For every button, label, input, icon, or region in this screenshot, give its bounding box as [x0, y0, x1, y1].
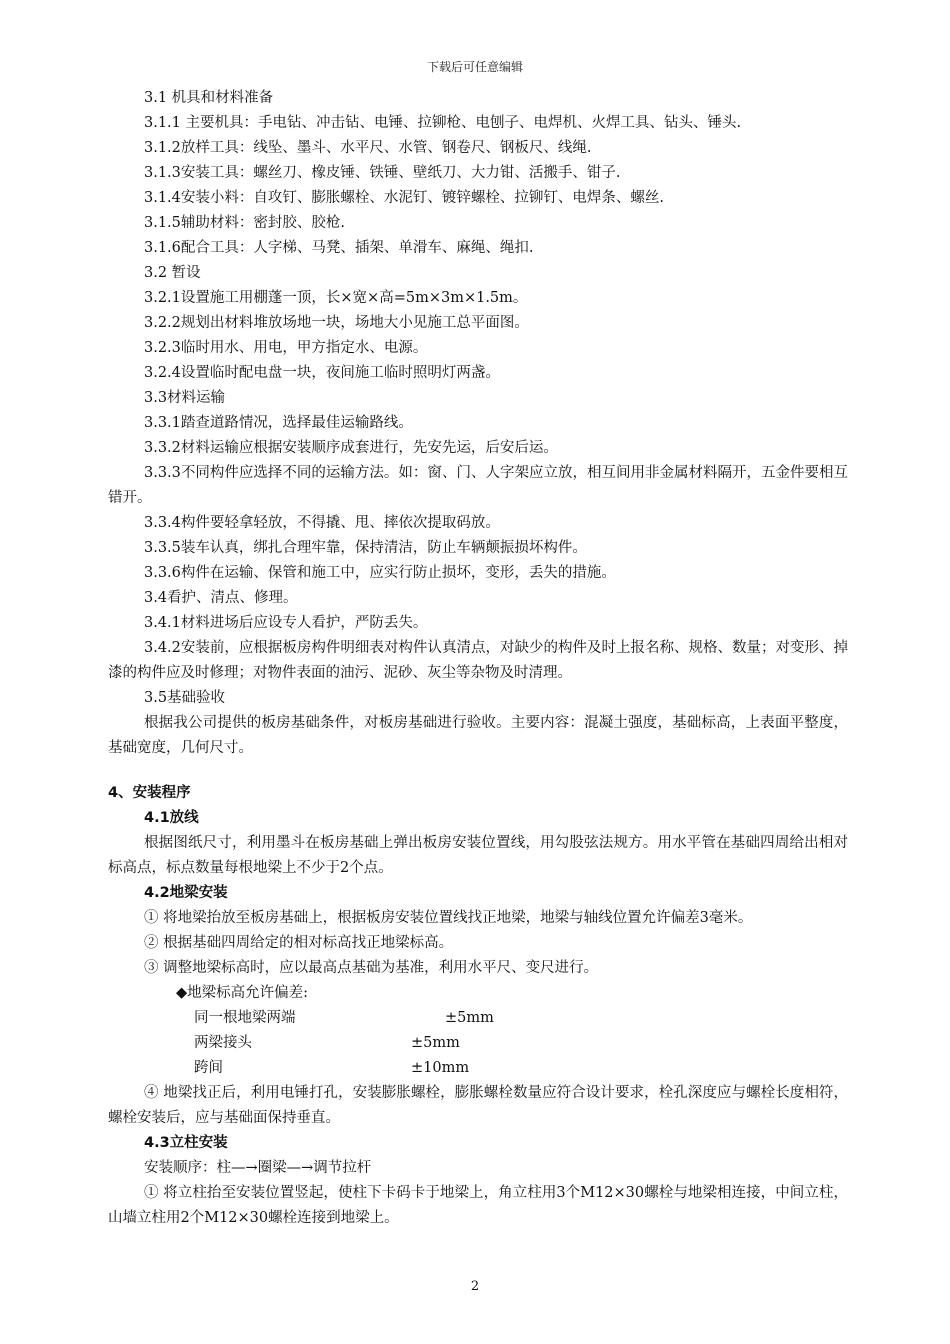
tolerance-row	[108, 1031, 848, 1056]
paragraph: 3.1.2放样工具：线坠、墨斗、水平尺、水管、钢卷尺、钢板尺、线绳.	[144, 140, 592, 156]
paragraph: 3.3.4构件要轻拿轻放，不得撬、甩、摔依次提取码放。	[144, 515, 500, 531]
paragraph: 根据图纸尺寸，利用墨斗在板房基础上弹出板房安装位置线，用勾股弦法规方。用水平管在基础四周给出相对标高点，标点数量每根地梁上不少于2个点。	[108, 835, 848, 876]
paragraph: 3.1.1 主要机具：手电钻、冲击钻、电锤、拉铆枪、电刨子、电焊机、火焊工具、钻头、锤头.	[144, 115, 742, 131]
spacer	[108, 761, 848, 781]
tolerance-value: ±5mm	[411, 1035, 460, 1051]
paragraph: 3.1.6配合工具：人字梯、马凳、插架、单滑车、麻绳、绳扣.	[144, 240, 534, 256]
tolerance-title: ◆地梁标高允许偏差:	[176, 985, 309, 1001]
paragraph: 3.3.1踏查道路情况，选择最佳运输路线。	[144, 415, 413, 431]
section-heading: 3.1 机具和材料准备	[144, 90, 274, 106]
paragraph: 3.3.3不同构件应选择不同的运输方法。如：窗、门、人字架应立放，相互间用非金属材料隔开，五金件要相互错开。	[108, 465, 848, 506]
tolerance-row	[108, 1056, 848, 1081]
chapter-heading: 4、安装程序	[108, 785, 191, 801]
paragraph: 3.1.3安装工具：螺丝刀、橡皮锤、铁锤、壁纸刀、大力钳、活搬手、钳子.	[144, 165, 621, 181]
section-heading: 4.2地梁安装	[144, 885, 228, 901]
paragraph: 3.3.6构件在运输、保管和施工中，应实行防止损坏，变形，丢失的措施。	[144, 565, 616, 581]
list-item: ① 将地梁抬放至板房基础上，根据板房安装位置线找正地梁，地梁与轴线位置允许偏差3毫米。	[144, 910, 753, 926]
section-heading: 4.1放线	[144, 810, 199, 826]
list-item: ① 将立柱抬至安装位置竖起，使柱下卡码卡于地梁上，角立柱用3个M12×30螺栓与地梁相连接，中间立柱，山墙立柱用2个M12×30螺栓连接到地梁上。	[108, 1185, 848, 1226]
paragraph: 3.2.2规划出材料堆放场地一块，场地大小见施工总平面图。	[144, 315, 529, 331]
section-heading: 3.5基础验收	[144, 690, 226, 706]
paragraph: 3.4.2安装前，应根据板房构件明细表对构件认真清点，对缺少的构件及时上报名称、规格、数量；对变形、掉漆的构件应及时修理；对物件表面的油污、泥砂、灰尘等杂物及时清理。	[108, 640, 848, 681]
list-item: ④ 地梁找正后，利用电锤打孔，安装膨胀螺栓，膨胀螺栓数量应符合设计要求，栓孔深度应与螺栓长度相符，螺栓安装后，应与基础面保持垂直。	[108, 1085, 848, 1126]
tolerance-row	[108, 1006, 848, 1031]
tolerance-value: ±5mm	[445, 1010, 494, 1026]
section-heading: 3.2 暂设	[144, 265, 201, 281]
paragraph: 3.2.1设置施工用棚蓬一顶，长×宽×高=5m×3m×1.5m。	[144, 290, 528, 306]
paragraph: 3.3.2材料运输应根据安装顺序成套进行，先安先运，后安后运。	[144, 440, 558, 456]
paragraph: 3.1.5辅助材料：密封胶、胶枪.	[144, 215, 346, 231]
section-heading: 3.4看护、清点、修理。	[144, 590, 298, 606]
tolerance-value: ±10mm	[411, 1060, 470, 1076]
list-item: ② 根据基础四周给定的相对标高找正地梁标高。	[144, 935, 454, 951]
paragraph: 3.2.3临时用水、用电，甲方指定水、电源。	[144, 340, 428, 356]
tolerance-label: 两梁接头	[194, 1035, 252, 1051]
section-heading: 4.3立柱安装	[144, 1135, 228, 1151]
document-body	[108, 86, 848, 1231]
paragraph: 安装顺序：柱—→圈梁—→调节拉杆	[144, 1160, 372, 1176]
paragraph: 根据我公司提供的板房基础条件，对板房基础进行验收。主要内容：混凝土强度，基础标高，上表面平整度，基础宽度，几何尺寸。	[108, 715, 848, 756]
section-heading: 3.3材料运输	[144, 390, 226, 406]
page-number: 2	[470, 1279, 480, 1294]
tolerance-label: 跨间	[194, 1060, 223, 1076]
tolerance-label: 同一根地梁两端	[194, 1010, 296, 1026]
list-item: ③ 调整地梁标高时，应以最高点基础为基准，利用水平尺、变尺进行。	[144, 960, 599, 976]
paragraph: 3.2.4设置临时配电盘一块，夜间施工临时照明灯两盏。	[144, 365, 500, 381]
paragraph: 3.3.5装车认真，绑扎合理牢靠，保持清洁，防止车辆颠振损坏构件。	[144, 540, 587, 556]
paragraph: 3.1.4安装小料：自攻钉、膨胀螺栓、水泥钉、镀锌螺栓、拉铆钉、电焊条、螺丝.	[144, 190, 665, 206]
page-header: 下载后可任意编辑	[426, 60, 523, 74]
paragraph: 3.4.1材料进场后应设专人看护，严防丢失。	[144, 615, 428, 631]
